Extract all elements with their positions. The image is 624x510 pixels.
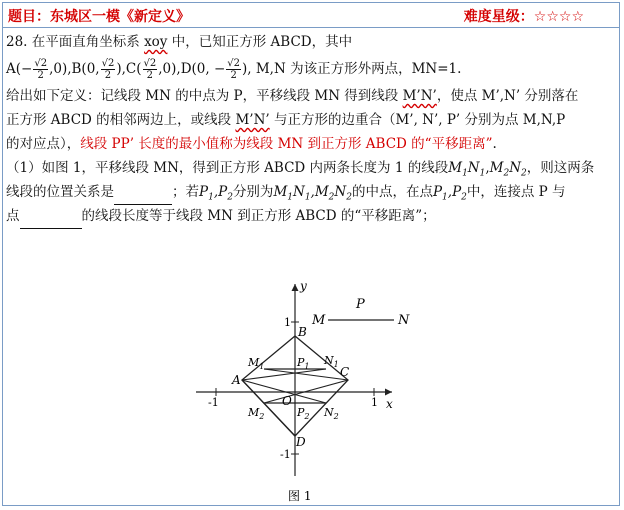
def3-plain: 的对应点）， <box>6 136 81 152</box>
q2-e: 中，连接点 P 与 <box>466 184 566 200</box>
def3-end: . <box>492 136 497 152</box>
fraction <box>33 58 48 81</box>
fraction <box>101 58 116 81</box>
star-icons: ☆☆☆☆ <box>533 9 584 25</box>
def2-mn: M’N’ <box>235 112 270 128</box>
segment-m1n1: $M_1N_1$ <box>448 160 486 179</box>
coordinates-line <box>6 54 612 84</box>
q1-a: （1）如图 1，平移线段 MN，得到正方形 ABCD 内两条长度为 1 的线段 <box>6 160 449 176</box>
label-p1: $P_1$ <box>297 356 310 371</box>
coord-c-post: ,0), <box>158 61 181 77</box>
header-bar <box>2 2 620 28</box>
label-m2: $M_2$ <box>248 406 265 421</box>
tick-label-yneg1: -1 <box>280 448 291 461</box>
label-b: B <box>298 325 307 339</box>
coord-b-pre: B(0, <box>71 61 100 77</box>
difficulty-label: 难度星级： <box>463 9 534 25</box>
tick-label-xneg1: -1 <box>208 396 219 409</box>
segments-m1n1-m2n2: $M_1N_1,M_2N_2$ <box>273 184 352 203</box>
definition-line-2 <box>6 108 612 132</box>
question-line-3 <box>6 204 612 228</box>
coord-d-pre: D(0, − <box>180 61 226 77</box>
fraction-den: 2 <box>37 70 44 81</box>
question-line-1: （1）如图 1，平移线段 MN，得到正方形 ABCD 内两条长度为 1 的线段$M_1N_1,M_2N_2$，则这两条 <box>6 160 595 179</box>
fraction-num: √2 <box>143 58 157 69</box>
tick-label-y1: 1 <box>284 316 291 329</box>
fraction-num: √2 <box>101 58 115 69</box>
coordinate-diagram <box>196 276 432 506</box>
label-p: P <box>356 297 365 312</box>
definition-line-3 <box>6 132 612 156</box>
fraction-den: 2 <box>230 70 237 81</box>
fraction-num: √2 <box>227 58 240 69</box>
fraction <box>143 58 158 81</box>
label-n2: $N_2$ <box>324 406 339 421</box>
fraction-den: 2 <box>146 70 154 81</box>
label-n: N <box>398 313 410 328</box>
figure-caption: 图 1 <box>288 489 312 503</box>
label-a: A <box>232 373 241 387</box>
problem-title: 题目：东城区一模《新定义》 <box>8 9 190 25</box>
segment-m2n2: $M_2N_2$ <box>489 160 527 179</box>
points-p1p2: $P_1,P_2$ <box>199 184 233 203</box>
coord-a-pre: A(− <box>6 61 33 77</box>
q2-d: 的中点，在点 <box>351 184 433 200</box>
answer-blank-1[interactable] <box>114 180 172 205</box>
coord-c-pre: C( <box>125 61 142 77</box>
q2-c: 分别为 <box>232 184 274 200</box>
coord-d-post: ), M,N 为该正方形外两点，MN=1. <box>242 61 462 77</box>
difficulty-rating <box>464 6 584 26</box>
def-pre: 给出如下定义：记线段 MN 的中点为 P，平移线段 MN 得到线段 <box>6 88 403 104</box>
xoy-term: xoy <box>144 34 168 50</box>
q3-b: 的线段长度等于线段 MN 到正方形 ABCD 的“平移距离”； <box>81 208 436 224</box>
figure-1 <box>196 276 432 506</box>
q1-b: ，则这两条 <box>526 160 595 176</box>
fraction <box>226 58 241 81</box>
definition-line-1 <box>6 84 612 108</box>
tick-label-x1: 1 <box>371 396 378 409</box>
label-c: C <box>340 365 350 379</box>
fraction-num: √2 <box>34 58 48 69</box>
label-x: x <box>386 397 393 411</box>
intro-pre: 28. 在平面直角坐标系 <box>6 34 145 50</box>
answer-blank-2[interactable] <box>20 204 82 229</box>
intro-line <box>6 30 612 54</box>
def-mn: M’N’ <box>402 88 437 104</box>
question-line-2 <box>6 180 612 204</box>
problem-text <box>6 30 612 228</box>
coord-a-post: ,0), <box>49 61 72 77</box>
def-post: ，使点 M’,N’ 分别落在 <box>436 88 579 104</box>
intro-post: 中，已知正方形 ABCD，其中 <box>167 34 353 50</box>
fraction-den: 2 <box>104 70 112 81</box>
def2-pre: 正方形 ABCD 的相邻两边上，或线段 <box>6 112 236 128</box>
highlighted-definition: 线段 PP’ 长度的最小值称为线段 MN 到正方形 ABCD 的“平移距离” <box>80 136 493 152</box>
def2-post: 与正方形的边重合（M’, N’, P’ 分别为点 M,N,P <box>269 112 566 128</box>
points-p1p2-b: $P_1,P_2$ <box>432 184 467 203</box>
q3-a: 点 <box>6 208 20 224</box>
label-m1: $M_1$ <box>248 356 265 371</box>
label-d: D <box>296 435 306 449</box>
label-o: O <box>282 394 292 408</box>
label-n1: $N_1$ <box>324 354 339 369</box>
label-y: y <box>300 279 307 293</box>
q2-a: 线段的位置关系是 <box>6 184 114 200</box>
coord-b-post: ), <box>116 61 126 77</box>
segment-a-n1 <box>242 369 326 380</box>
label-m: M <box>312 313 326 328</box>
label-p2: $P_2$ <box>297 406 310 421</box>
q2-b: ；若 <box>172 184 199 200</box>
